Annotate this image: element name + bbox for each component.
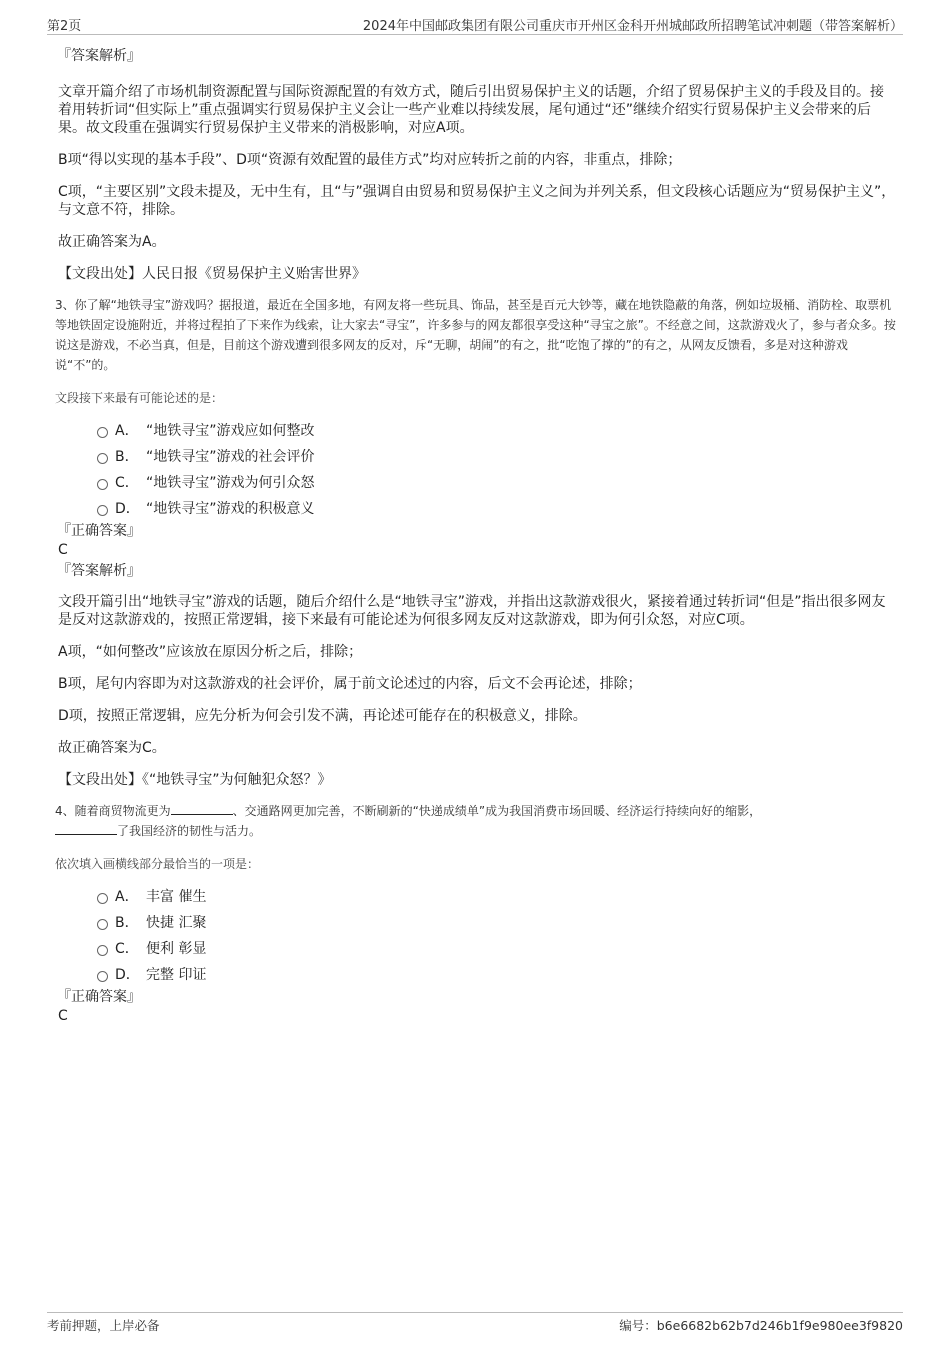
q2-analysis-paragraph-3: C项，“主要区别”文段未提及，无中生有，且“与”强调自由贸易和贸易保护主义之间为并列关系，但文段核心话题应为“贸易保护主义”，与文意不符，排除。	[58, 184, 896, 218]
q3-options	[55, 421, 900, 525]
radio-icon[interactable]	[97, 479, 108, 490]
page-footer	[47, 1312, 903, 1335]
q3-prompt: 文段接下来最有可能论述的是：	[55, 391, 224, 405]
radio-icon[interactable]	[97, 945, 108, 956]
q4-answer-label: 『正确答案』	[57, 989, 141, 1005]
q4-prompt: 依次填入画横线部分最恰当的一项是：	[55, 857, 260, 871]
q2-analysis-label: 『答案解析』	[57, 48, 141, 64]
q3-answer: C	[58, 542, 68, 558]
radio-icon[interactable]	[97, 971, 108, 982]
q3-stem: 3、你了解“地铁寻宝”游戏吗？据报道，最近在全国多地，有网友将一些玩具、饰品，甚至是百元大钞等，藏在地铁隐蔽的角落，例如垃圾桶、消防栓、取票机等地铁固定设施附近，并将过程拍了下来作为线索，让大家去“寻宝”，许多参与的网友都很享受这种“寻宝之旅”。不经意之间，这款游戏火了，参与者众多。按说这是游戏，不必当真，但是，目前这个游戏遭到很多网友的反对，斥“无聊，胡闹”的有之，批“吃饱了撑的”的有之，从网友反馈看，多是对这种游戏说“不”的。	[55, 298, 896, 372]
fill-blank-1	[171, 802, 233, 815]
q4-option-d[interactable]: D． 完整 印证	[55, 965, 900, 991]
radio-icon[interactable]	[97, 453, 108, 464]
radio-icon[interactable]	[97, 919, 108, 930]
q4-answer: C	[58, 1008, 68, 1024]
radio-icon[interactable]	[97, 893, 108, 904]
q4-option-c[interactable]: C． 便利 彰显	[55, 939, 900, 965]
q3-analysis-paragraph-2: A项，“如何整改”应该放在原因分析之后，排除；	[58, 644, 363, 660]
q3-analysis-paragraph-1: 文段开篇引出“地铁寻宝”游戏的话题，随后介绍什么是“地铁寻宝”游戏，并指出这款游戏很火，紧接着通过转折词“但是”指出很多网友是反对这款游戏的，按照正常逻辑，接下来最有可能论述为何很多网友反对这款游戏，即为何引众怒，对应C项。	[58, 594, 886, 628]
q3-option-a[interactable]: A． “地铁寻宝”游戏应如何整改	[55, 421, 900, 447]
q2-source: 【文段出处】人民日报《贸易保护主义贻害世界》	[58, 266, 366, 282]
q4-option-a[interactable]: A． 丰富 催生	[55, 887, 900, 913]
page-content	[55, 44, 900, 1025]
page-header	[47, 14, 903, 35]
q3-analysis-paragraph-3: B项，尾句内容即为对这款游戏的社会评价，属于前文论述过的内容，后文不会再论述，排除；	[58, 676, 642, 692]
radio-icon[interactable]	[97, 505, 108, 516]
fill-blank-2	[55, 822, 117, 835]
q2-analysis-paragraph-2: B项“得以实现的基本手段”、D项“资源有效配置的最佳方式”均对应转折之前的内容，非重点，排除；	[58, 152, 682, 168]
q4-option-b[interactable]: B． 快捷 汇聚	[55, 913, 900, 939]
q2-conclusion: 故正确答案为A。	[58, 234, 166, 250]
q3-analysis-label: 『答案解析』	[57, 563, 141, 579]
page-number: 第2页	[47, 19, 82, 34]
document-code: 编号：b6e6682b62b7d246b1f9e980ee3f9820	[619, 1318, 903, 1333]
q3-conclusion: 故正确答案为C。	[58, 740, 166, 756]
footer-slogan: 考前押题，上岸必备	[47, 1318, 160, 1333]
document-title: 2024年中国邮政集团有限公司重庆市开州区金科开州城邮政所招聘笔试冲刺题（带答案解析）	[362, 19, 903, 34]
q3-answer-label: 『正确答案』	[57, 523, 141, 539]
q4-stem: 4、随着商贸物流更为 、交通路网更加完善，不断刷新的“快递成绩单”成为我国消费市场回暖、经济运行持续向好的缩影， 了我国经济的韧性与活力。	[55, 804, 762, 838]
q4-options	[55, 887, 900, 991]
q2-analysis-paragraph-1: 文章开篇介绍了市场机制资源配置与国际资源配置的有效方式，随后引出贸易保护主义的话题，介绍了贸易保护主义的手段及目的。接着用转折词“但实际上”重点强调实行贸易保护主义会让一些产业难以持续发展，尾句通过“还”继续介绍实行贸易保护主义会带来的后果。故文段重在强调实行贸易保护主义带来的消极影响，对应A项。	[58, 84, 884, 136]
q3-source: 【文段出处】《“地铁寻宝”为何触犯众怒？》	[58, 772, 332, 788]
q3-option-c[interactable]: C． “地铁寻宝”游戏为何引众怒	[55, 473, 900, 499]
radio-icon[interactable]	[97, 427, 108, 438]
q3-option-d[interactable]: D． “地铁寻宝”游戏的积极意义	[55, 499, 900, 525]
q3-analysis-paragraph-4: D项，按照正常逻辑，应先分析为何会引发不满，再论述可能存在的积极意义，排除。	[58, 708, 587, 724]
q3-option-b[interactable]: B． “地铁寻宝”游戏的社会评价	[55, 447, 900, 473]
